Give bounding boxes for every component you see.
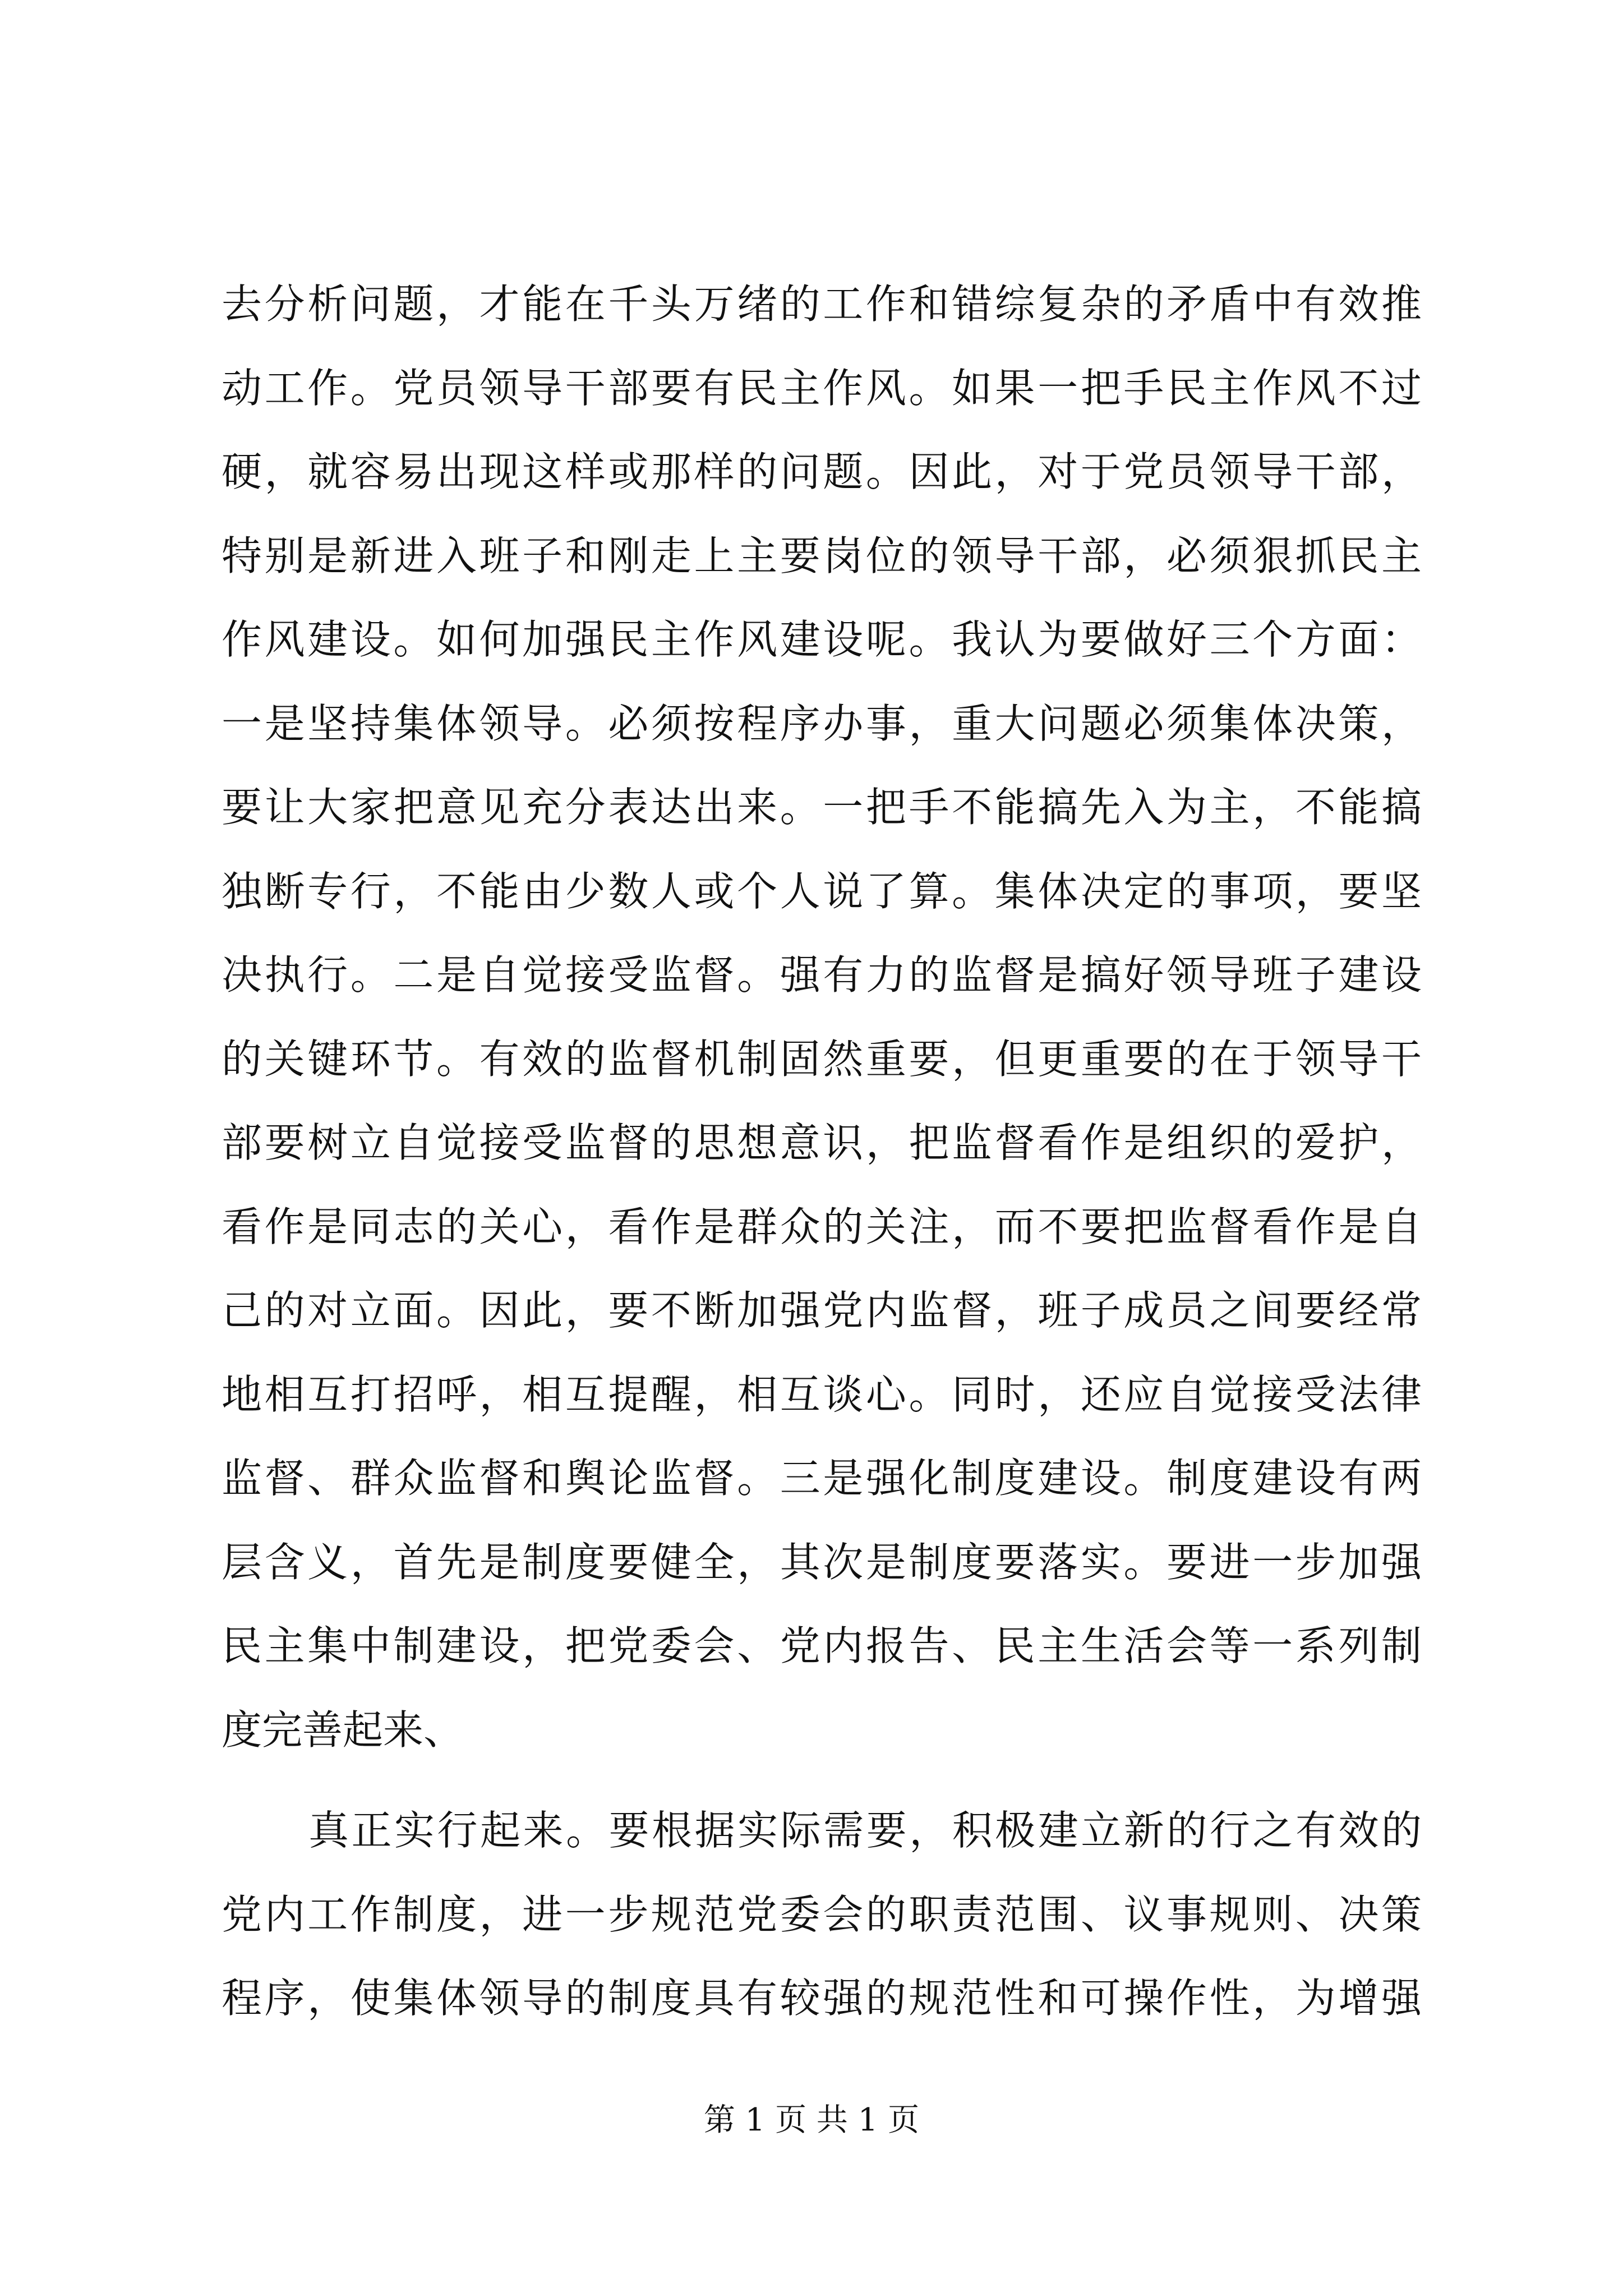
text-line: 地相互打招呼，相互提醒，相互谈心。同时，还应自觉接受法律 [222, 1370, 1422, 1418]
text-line: 作风建设。如何加强民主作风建设呢。我认为要做好三个方面： [222, 616, 1422, 663]
text-line: 独断专行，不能由少数人或个人说了算。集体决定的事项，要坚 [222, 867, 1422, 915]
body-text [222, 263, 1422, 2041]
text-line: 民主集中制建设，把党委会、党内报告、民主生活会等一系列制 [222, 1622, 1422, 1669]
text-line: 监督、群众监督和舆论监督。三是强化制度建设。制度建设有两 [222, 1455, 1422, 1502]
text-line: 程序，使集体领导的制度具有较强的规范性和可操作性，为增强 [222, 1975, 1422, 2022]
text-line: 硬，就容易出现这样或那样的问题。因此，对于党员领导干部， [222, 448, 1422, 495]
text-line: 决执行。二是自觉接受监督。强有力的监督是搞好领导班子建设 [222, 951, 1422, 999]
text-line: 层含义，首先是制度要健全，其次是制度要落实。要进一步加强 [222, 1538, 1422, 1586]
text-line: 一是坚持集体领导。必须按程序办事，重大问题必须集体决策， [222, 700, 1422, 747]
text-line: 特别是新进入班子和刚走上主要岗位的领导干部，必须狠抓民主 [222, 532, 1422, 579]
paragraph-first-line: 真正实行起来。要根据实际需要，积极建立新的行之有效的 [308, 1807, 1422, 1854]
text-line: 要让大家把意见充分表达出来。一把手不能搞先入为主，不能搞 [222, 784, 1422, 831]
text-line: 动工作。党员领导干部要有民主作风。如果一把手民主作风不过 [222, 364, 1422, 412]
text-line: 的关键环节。有效的监督机制固然重要，但更重要的在于领导干 [222, 1035, 1422, 1083]
text-line: 部要树立自觉接受监督的思想意识，把监督看作是组织的爱护， [222, 1119, 1422, 1166]
text-line: 度完善起来、 [222, 1706, 464, 1754]
text-line: 己的对立面。因此，要不断加强党内监督，班子成员之间要经常 [222, 1287, 1422, 1334]
text-line: 党内工作制度，进一步规范党委会的职责范围、议事规则、决策 [222, 1890, 1422, 1938]
text-line: 去分析问题，才能在千头万绪的工作和错综复杂的矛盾中有效推 [222, 280, 1422, 328]
page-number-label: 第 1 页 共 1 页 [703, 2102, 920, 2138]
text-line: 看作是同志的关心，看作是群众的关注，而不要把监督看作是自 [222, 1203, 1422, 1250]
page-footer [0, 2101, 1623, 2140]
